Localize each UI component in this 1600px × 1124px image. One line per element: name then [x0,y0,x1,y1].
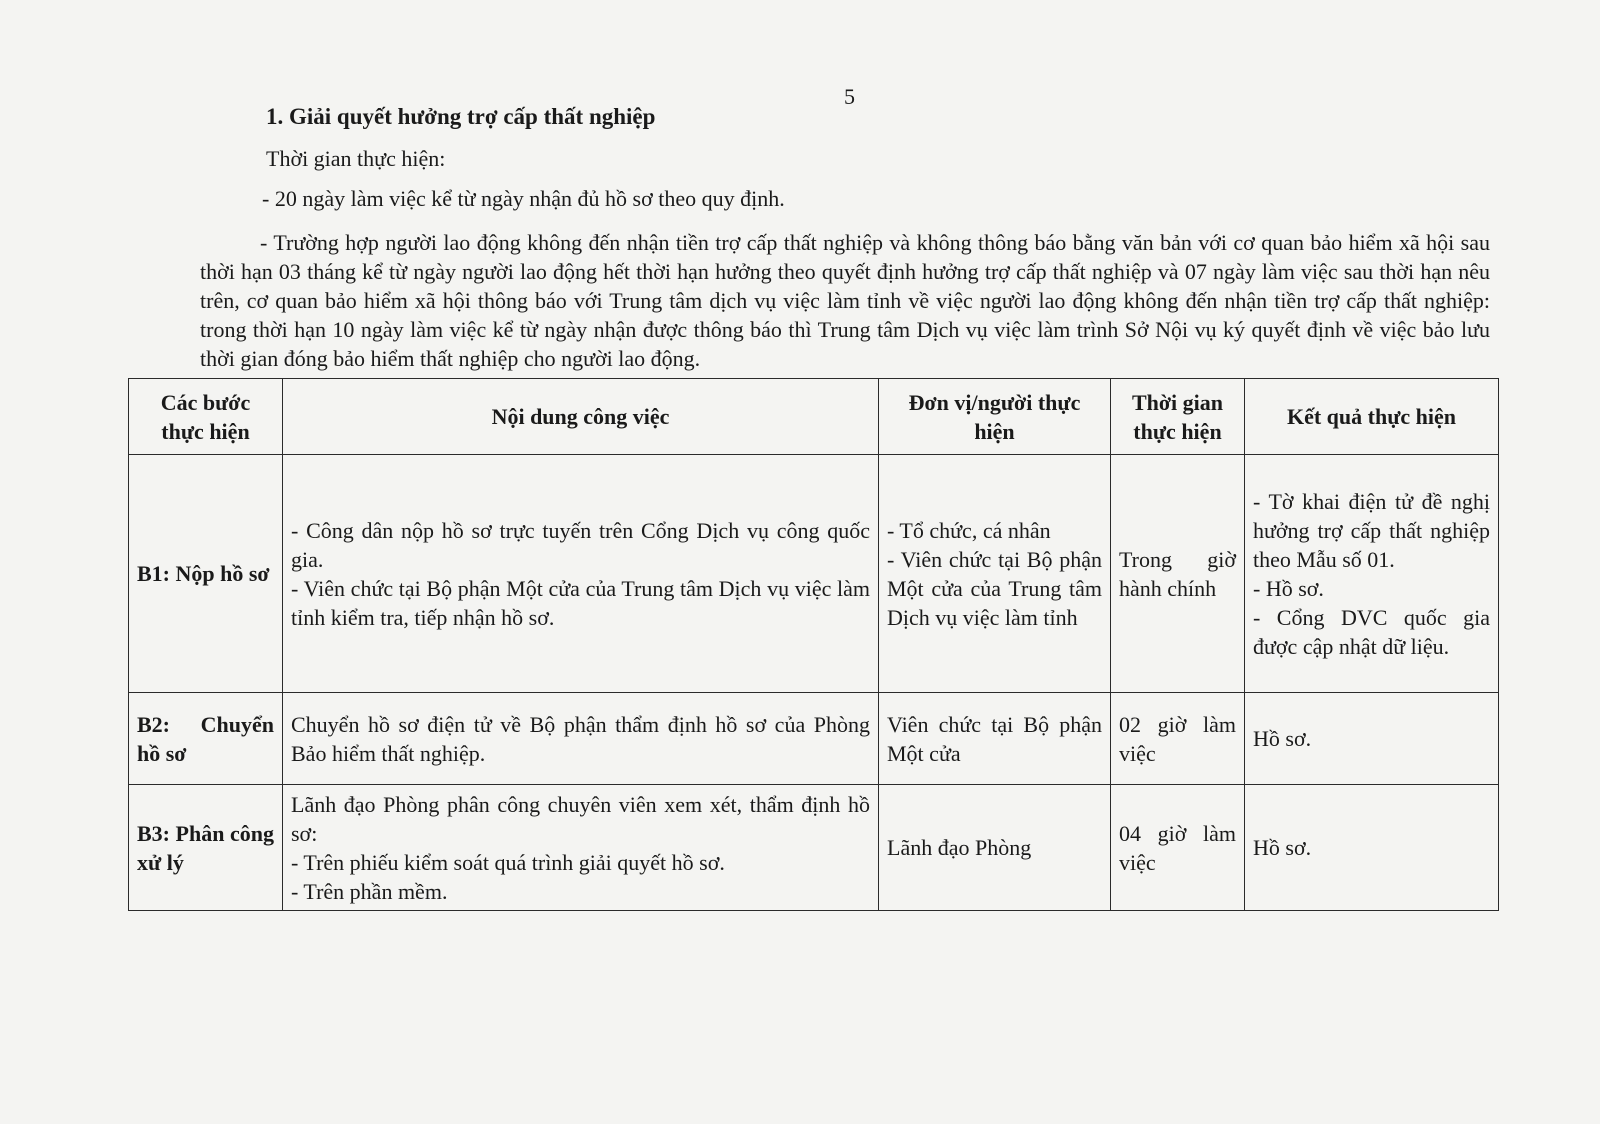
content-line: - Trên phần mềm. [291,878,448,904]
result-cell [1245,693,1499,785]
unit-line: - Viên chức tại Bộ phận Một cửa của Trung tâm Dịch vụ việc làm tỉnh [887,546,1102,630]
content-cell [283,455,879,693]
content-line: - Trên phiếu kiểm soát quá trình giải quyết hồ sơ. [291,849,725,875]
unit-cell [879,785,1111,911]
result-line: - Hồ sơ. [1253,575,1324,601]
result-cell [1245,785,1499,911]
time-cell: 04 giờ làm việc [1111,785,1245,911]
table-row [129,455,1499,693]
header-result: Kết quả thực hiện [1245,379,1499,455]
step-cell: B1: Nộp hồ sơ [129,455,283,693]
table-header-row [129,379,1499,455]
result-line: Hồ sơ. [1253,726,1312,751]
table-row [129,693,1499,785]
result-line: - Cổng DVC quốc gia được cập nhật dữ liệu. [1253,604,1490,659]
table-row [129,785,1499,911]
header-content: Nội dung công việc [283,379,879,455]
content-cell [283,785,879,911]
time-item-1: - 20 ngày làm việc kể từ ngày nhận đủ hồ sơ theo quy định. [262,186,785,211]
time-cell: Trong giờ hành chính [1111,455,1245,693]
header-time: Thời gian thực hiện [1111,379,1245,455]
time-cell: 02 giờ làm việc [1111,693,1245,785]
content-cell [283,693,879,785]
unit-line: - Tổ chức, cá nhân [887,517,1051,543]
unit-cell [879,693,1111,785]
steps-table [128,378,1499,911]
unit-line: Viên chức tại Bộ phận Một cửa [887,711,1102,766]
step-cell: B2: Chuyển hồ sơ [129,693,283,785]
content-line: Chuyển hồ sơ điện tử về Bộ phận thẩm định hồ sơ của Phòng Bảo hiểm thất nghiệp. [291,711,870,766]
time-label: Thời gian thực hiện: [266,146,446,171]
unit-line: Lãnh đạo Phòng [887,835,1032,860]
unit-cell [879,455,1111,693]
result-cell [1245,455,1499,693]
time-item-2: - Trường hợp người lao động không đến nhận tiền trợ cấp thất nghiệp và không thông báo bằng văn bản với cơ quan bảo hiểm xã hội sau thời hạn 03 tháng kể từ ngày người lao động hết thời hạn hưởng theo quyết định hưởng trợ cấp thất nghiệp và 07 ngày làm việc sau thời hạn nêu trên, cơ quan bảo hiểm xã hội thông báo với Trung tâm dịch vụ việc làm tỉnh về việc người lao động không đến nhận tiền trợ cấp thất nghiệp: trong thời hạn 10 ngày làm việc kể từ ngày nhận được thông báo thì Trung tâm Dịch vụ việc làm trình Sở Nội vụ ký quyết định về việc bảo lưu thời gian đóng bảo hiểm thất nghiệp cho người lao động. [200,230,1490,371]
content-line: Lãnh đạo Phòng phân công chuyên viên xem xét, thẩm định hồ sơ: [291,791,870,846]
page-number: 5 [844,84,855,109]
result-line: - Tờ khai điện tử đề nghị hưởng trợ cấp thất nghiệp theo Mẫu số 01. [1253,488,1490,572]
content-line: - Viên chức tại Bộ phận Một cửa của Trung tâm Dịch vụ việc làm tỉnh kiểm tra, tiếp nhận hồ sơ. [291,575,870,630]
result-line: Hồ sơ. [1253,835,1312,860]
header-steps: Các bước thực hiện [129,379,283,455]
content-line: - Công dân nộp hồ sơ trực tuyến trên Cổng Dịch vụ công quốc gia. [291,517,870,572]
section-title: 1. Giải quyết hưởng trợ cấp thất nghiệp [266,104,656,129]
header-unit: Đơn vị/người thực hiện [879,379,1111,455]
step-cell: B3: Phân công xử lý [129,785,283,911]
